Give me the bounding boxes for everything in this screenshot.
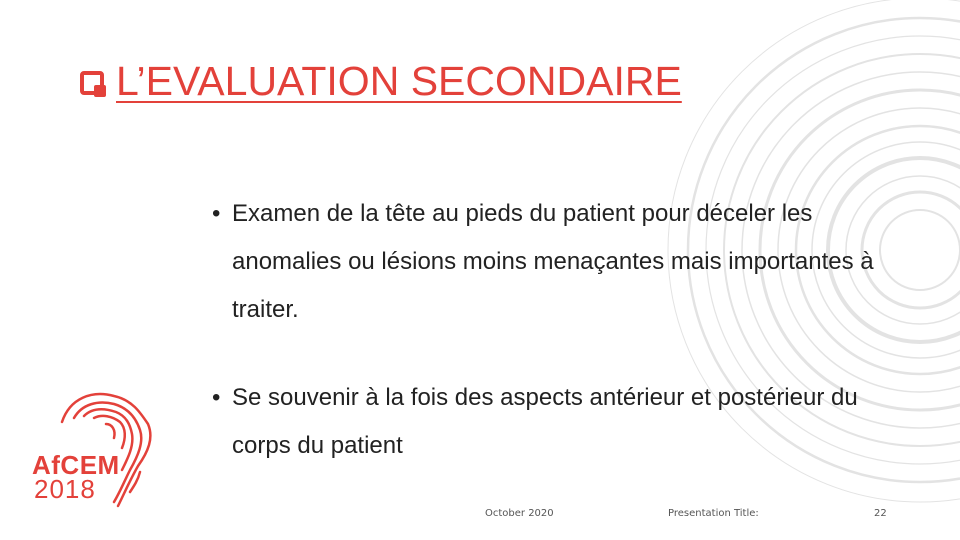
slide-title-text: L’EVALUATION SECONDAIRE bbox=[116, 58, 682, 104]
footer-presentation-title: Presentation Title: bbox=[668, 508, 759, 519]
afcem-logo bbox=[22, 382, 168, 514]
bullet-dot: • bbox=[212, 200, 221, 227]
bullet-item bbox=[212, 190, 892, 334]
bullet-text: Se souvenir à la fois des aspects antérieur et postérieur du corps du patient bbox=[232, 384, 858, 459]
logo-brand: AfCEM bbox=[32, 450, 120, 480]
footer-date: October 2020 bbox=[485, 508, 554, 519]
bullet-text: Examen de la tête au pieds du patient pour déceler les anomalies ou lésions moins menaçantes mais importantes à traiter. bbox=[232, 200, 874, 323]
bullet-list bbox=[212, 190, 892, 470]
footer-page-number: 22 bbox=[874, 508, 887, 519]
bullet-item bbox=[212, 374, 892, 470]
bullet-dot: • bbox=[212, 384, 221, 411]
checkbox-bullet-icon bbox=[80, 71, 104, 95]
slide-title bbox=[80, 58, 682, 104]
logo-year: 2018 bbox=[34, 474, 96, 504]
